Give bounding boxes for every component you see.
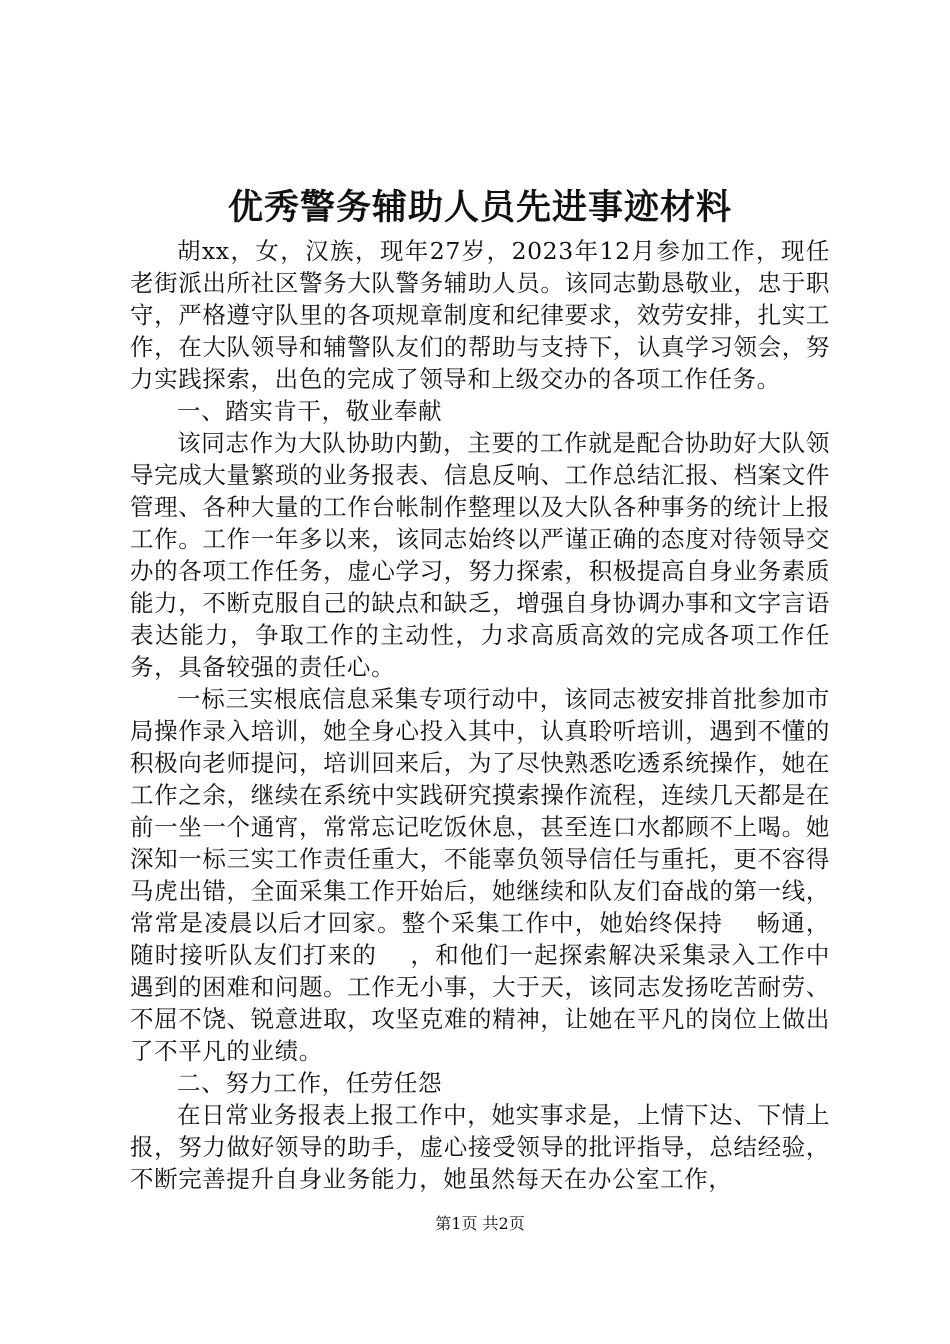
document-page bbox=[130, 0, 830, 1344]
document-body bbox=[130, 235, 830, 1195]
paragraph-intro: 胡xx，女，汉族，现年27岁，2023年12月参加工作，现任老街派出所社区警务大队警务辅助人员。该同志勤恳敬业，忠于职守，严格遵守队里的各项规章制度和纪律要求，效劳安排，扎实工作，在大队领导和辅警队友们的帮助与支持下，认真学习领会，努力实践探索，出色的完成了领导和上级交办的各项工作任务。 bbox=[130, 237, 830, 393]
paragraph-section-1-a: 该同志作为大队协助内勤，主要的工作就是配合协助好大队领导完成大量繁琐的业务报表、信息反响、工作总结汇报、档案文件管理、各种大量的工作台帐制作整理以及大队各种事务的统计上报工作。工作一年多以来，该同志始终以严谨正确的态度对待领导交办的各项工作任务，虚心学习，努力探索，积极提高自身业务素质能力，不断克服自己的缺点和缺乏，增强自身协调办事和文字言语表达能力，争取工作的主动性，力求高质高效的完成各项工作任务，具备较强的责任心。 bbox=[130, 429, 830, 681]
paragraph-section-1-b: 一标三实根底信息采集专项行动中，该同志被安排首批参加市局操作录入培训，她全身心投入其中，认真聆听培训，遇到不懂的积极向老师提问，培训回来后，为了尽快熟悉吃透系统操作，她在工作之余，继续在系统中实践研究摸索操作流程，连续几天都是在前一坐一个通宵，常常忘记吃饭休息，甚至连口水都顾不上喝。她深知一标三实工作责任重大，不能辜负领导信任与重托，更不容得马虎出错，全面采集工作开始后，她继续和队友们奋战的第一线，常常是凌晨以后才回家。整个采集工作中，她始终保持 畅通，随时接听队友们打来的 ，和他们一起探索解决采集录入工作中遇到的困难和问题。工作无小事，大于天，该同志发扬吃苦耐劳、不屈不饶、锐意进取，攻坚克难的精神，让她在平凡的岗位上做出了不平凡的业绩。 bbox=[130, 685, 830, 1065]
section-heading-1: 一、踏实肯干，敬业奉献 bbox=[177, 397, 443, 425]
page-footer: 第1页 共2页 bbox=[435, 1214, 525, 1233]
document-title: 优秀警务辅助人员先进事迹材料 bbox=[227, 188, 732, 228]
paragraph-section-2-a: 在日常业务报表上报工作中，她实事求是，上情下达、下情上报，努力做好领导的助手，虚心接受领导的批评指导，总结经验，不断完善提升自身业务能力，她虽然每天在办公室工作， bbox=[130, 1101, 830, 1193]
section-heading-2: 二、努力工作，任劳任怨 bbox=[177, 1069, 443, 1097]
